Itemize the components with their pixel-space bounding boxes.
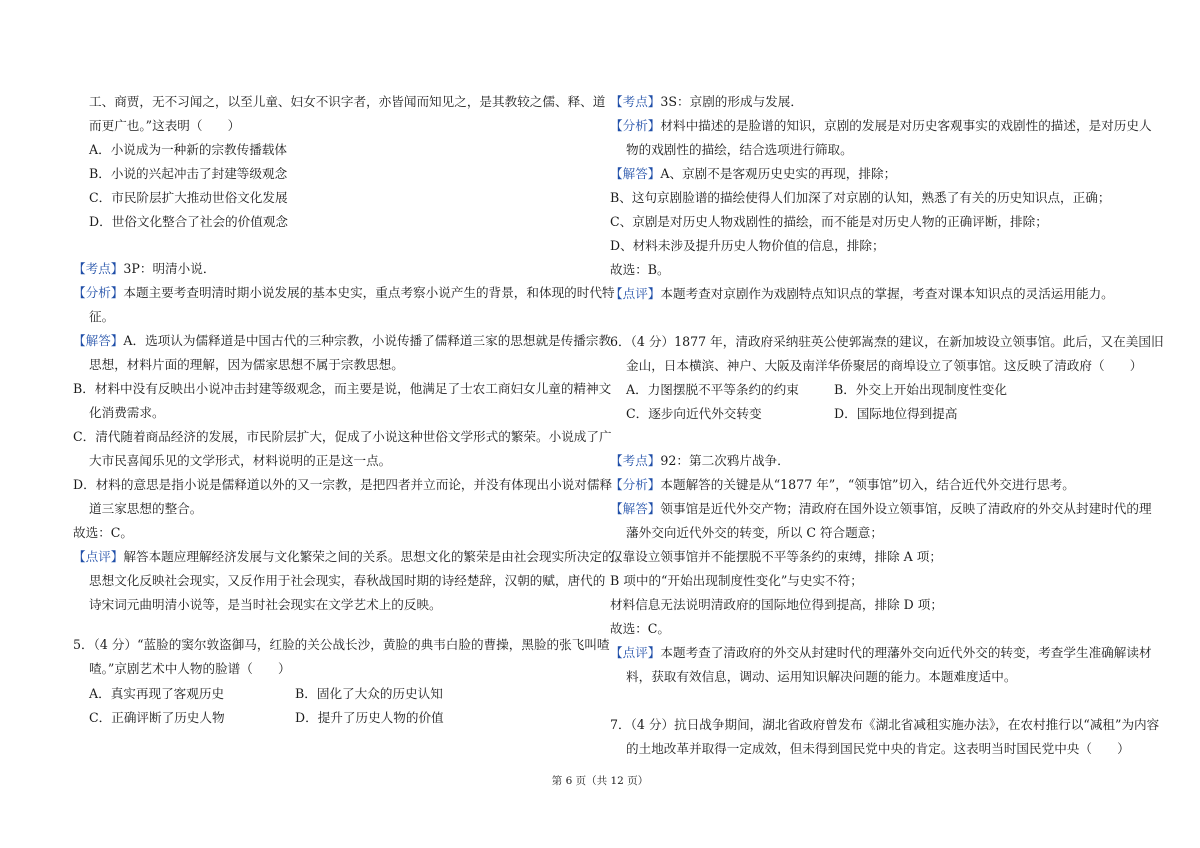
q6-dianping-text-1: 本题考查了清政府的外交从封建时代的理藩外交向近代外交的转变，考查学生准确解读材 xyxy=(660,645,1152,660)
q6-jieda-answer: 故选：C。 xyxy=(610,621,671,636)
q4-jieda-line-6: 大市民喜闻乐见的文学形式，材料说明的正是这一点。 xyxy=(89,453,392,468)
q4-jieda-line-7: D．材料的意思是指小说是儒释道以外的又一宗教，是把四者并立而论，并没有体现出小说对儒释 xyxy=(73,477,613,492)
kaodian-tag: 【考点】 xyxy=(610,453,661,468)
q5-kaodian-text: 3S：京剧的形成与发展． xyxy=(660,94,803,109)
dianping-tag: 【点评】 xyxy=(610,286,661,301)
q6-kaodian-text: 92：第二次鸦片战争． xyxy=(660,453,790,468)
q6-jieda-text-1: 领事馆是近代外交产物；清政府在国外设立领事馆，反映了清政府的外交从封建时代的理 xyxy=(660,501,1152,516)
q6-option-b: B．外交上开始出现制度性变化 xyxy=(834,382,1007,397)
jieda-tag: 【解答】 xyxy=(610,501,661,516)
q5-stem-line-1: 5．（4 分）“蓝脸的窦尔敦盗御马，红脸的关公战长沙，黄脸的典韦白脸的曹操，黑脸的张飞叫喳 xyxy=(73,637,610,652)
q6-fenxi-text: 本题解答的关键是从“1877 年”，“领事馆”切入，结合近代外交进行思考。 xyxy=(660,477,1075,492)
q6-stem-line-2: 金山，日本横滨、神户、大阪及南洋华侨聚居的商埠设立了领事馆。这反映了清政府（ ） xyxy=(626,358,1143,373)
q5-jieda-line-1 xyxy=(610,166,896,182)
q5-fenxi-text-1: 材料中描述的是脸谱的知识，京剧的发展是对历史客观事实的戏剧性的描述，是对历史人 xyxy=(660,118,1152,133)
q6-option-a: A．力图摆脱不平等条约的约束 xyxy=(626,382,799,397)
q6-option-c: C．逐步向近代外交转变 xyxy=(626,406,762,421)
jieda-tag: 【解答】 xyxy=(610,166,661,181)
q7-stem-line-2: 的土地改革并取得一定成效，但未得到国民党中央的肯定。这表明当时国民党中央（ ） xyxy=(626,741,1130,756)
q5-jieda-answer: 故选：B。 xyxy=(610,262,670,277)
kaodian-tag: 【考点】 xyxy=(73,261,124,276)
q4-stem-line-1: 工、商贾，无不习闻之，以至儿童、妇女不识字者，亦皆闻而知见之，是其教较之儒、释、道 xyxy=(89,94,606,109)
q4-jieda-line-5: C．清代随着商品经济的发展，市民阶层扩大，促成了小说这种世俗文学形式的繁荣。小说成了广 xyxy=(73,429,612,444)
fenxi-tag: 【分析】 xyxy=(610,477,661,492)
q5-option-c: C．正确评断了历史人物 xyxy=(89,710,225,725)
dianping-tag: 【点评】 xyxy=(610,645,661,660)
q5-jieda-text-1: A、京剧不是客观历史史实的再现，排除； xyxy=(660,166,897,181)
q4-jieda-line-2: 思想，材料片面的理解，因为儒家思想不属于宗教思想。 xyxy=(89,357,404,372)
q5-option-a: A．真实再现了客观历史 xyxy=(89,686,225,701)
q5-fenxi-line-1 xyxy=(610,118,1152,134)
q6-stem-line-1: 6．（4 分）1877 年，清政府采纳驻英公使郭嵩焘的建议，在新加坡设立领事馆。此后，又在美国旧 xyxy=(610,334,1164,349)
q4-option-a: A．小说成为一种新的宗教传播载体 xyxy=(89,142,288,157)
q4-kaodian-text: 3P：明清小说． xyxy=(123,261,216,276)
q4-fenxi-text-1: 本题主要考查明清时期小说发展的基本史实，重点考察小说产生的背景，和体现的时代特 xyxy=(123,285,615,300)
q5-option-d: D．提升了历史人物的价值 xyxy=(295,710,444,725)
q5-jieda-line-4: D、材料未涉及提升历史人物价值的信息，排除； xyxy=(610,238,885,253)
q4-jieda-answer: 故选：C。 xyxy=(73,525,134,540)
q5-fenxi-line-2: 物的戏剧性的描绘，结合选项进行筛取。 xyxy=(626,142,853,157)
q6-jieda-line-4: B 项中的“开始出现制度性变化”与史实不符； xyxy=(610,573,863,588)
dianping-tag: 【点评】 xyxy=(73,549,124,564)
q4-fenxi-line-1 xyxy=(73,285,615,301)
jieda-tag: 【解答】 xyxy=(73,333,124,348)
q6-option-d: D．国际地位得到提高 xyxy=(834,406,958,421)
q4-option-b: B．小说的兴起冲击了封建等级观念 xyxy=(89,166,288,181)
q5-jieda-line-2: B、这句京剧脸谱的描绘使得人们加深了对京剧的认知，熟悉了有关的历史知识点，正确； xyxy=(610,190,1111,205)
q4-stem-line-2: 而更广也。”这表明（ ） xyxy=(89,118,241,133)
q6-dianping-line-2: 料，获取有效信息，调动、运用知识解决问题的能力。本题难度适中。 xyxy=(626,669,1017,684)
q4-kaodian xyxy=(73,261,215,277)
q4-dianping-text-1: 解答本题应理解经济发展与文化繁荣之间的关系。思想文化的繁荣是由社会现实所决定的。 xyxy=(123,549,628,564)
q6-jieda-line-5: 材料信息无法说明清政府的国际地位得到提高，排除 D 项； xyxy=(610,597,943,612)
q5-option-b: B．固化了大众的历史认知 xyxy=(295,686,443,701)
q5-kaodian xyxy=(610,94,803,110)
q4-jieda-line-1 xyxy=(73,333,611,349)
q6-jieda-line-1 xyxy=(610,501,1152,517)
page-footer: 第 6 页（共 12 页） xyxy=(551,775,649,787)
q7-stem-line-1: 7．（4 分）抗日战争期间，湖北省政府曾发布《湖北省减租实施办法》，在农村推行以“减租”为内容 xyxy=(610,717,1160,732)
q5-dianping xyxy=(610,286,1114,302)
q4-jieda-line-3: B．材料中没有反映出小说冲击封建等级观念，而主要是说，他满足了士农工商妇女儿童的精神文 xyxy=(73,381,612,396)
q5-stem-line-2: 喳。”京剧艺术中人物的脸谱（ ） xyxy=(89,661,291,676)
kaodian-tag: 【考点】 xyxy=(610,94,661,109)
q4-dianping-line-3: 诗宋词元曲明清小说等，是当时社会现实在文学艺术上的反映。 xyxy=(89,597,442,612)
q6-kaodian xyxy=(610,453,790,469)
fenxi-tag: 【分析】 xyxy=(610,118,661,133)
q4-dianping-line-2: 思想文化反映社会现实，又反作用于社会现实，春秋战国时期的诗经楚辞，汉朝的赋，唐代的 xyxy=(89,573,606,588)
q4-option-c: C．市民阶层扩大推动世俗文化发展 xyxy=(89,190,288,205)
q5-jieda-line-3: C、京剧是对历史人物戏剧性的描绘，而不能是对历史人物的正确评断，排除； xyxy=(610,214,1048,229)
q6-dianping-line-1 xyxy=(610,645,1152,661)
q4-fenxi-line-2: 征。 xyxy=(89,309,115,324)
q4-jieda-line-8: 道三家思想的整合。 xyxy=(89,501,203,516)
q6-jieda-line-3: 仅靠设立领事馆并不能摆脱不平等条约的束缚，排除 A 项； xyxy=(610,549,942,564)
q4-dianping-line-1 xyxy=(73,549,627,565)
q5-dianping-text: 本题考查对京剧作为戏剧特点知识点的掌握，考查对课本知识点的灵活运用能力。 xyxy=(660,286,1114,301)
q4-jieda-text-1: A．选项认为儒释道是中国古代的三种宗教，小说传播了儒释道三家的思想就是传播宗教 xyxy=(123,333,612,348)
q6-jieda-line-2: 藩外交向近代外交的转变，所以 C 符合题意； xyxy=(626,525,883,540)
q4-option-d: D．世俗文化整合了社会的价值观念 xyxy=(89,214,289,229)
q4-jieda-line-4: 化消费需求。 xyxy=(89,405,165,420)
q6-fenxi xyxy=(610,477,1075,493)
fenxi-tag: 【分析】 xyxy=(73,285,124,300)
